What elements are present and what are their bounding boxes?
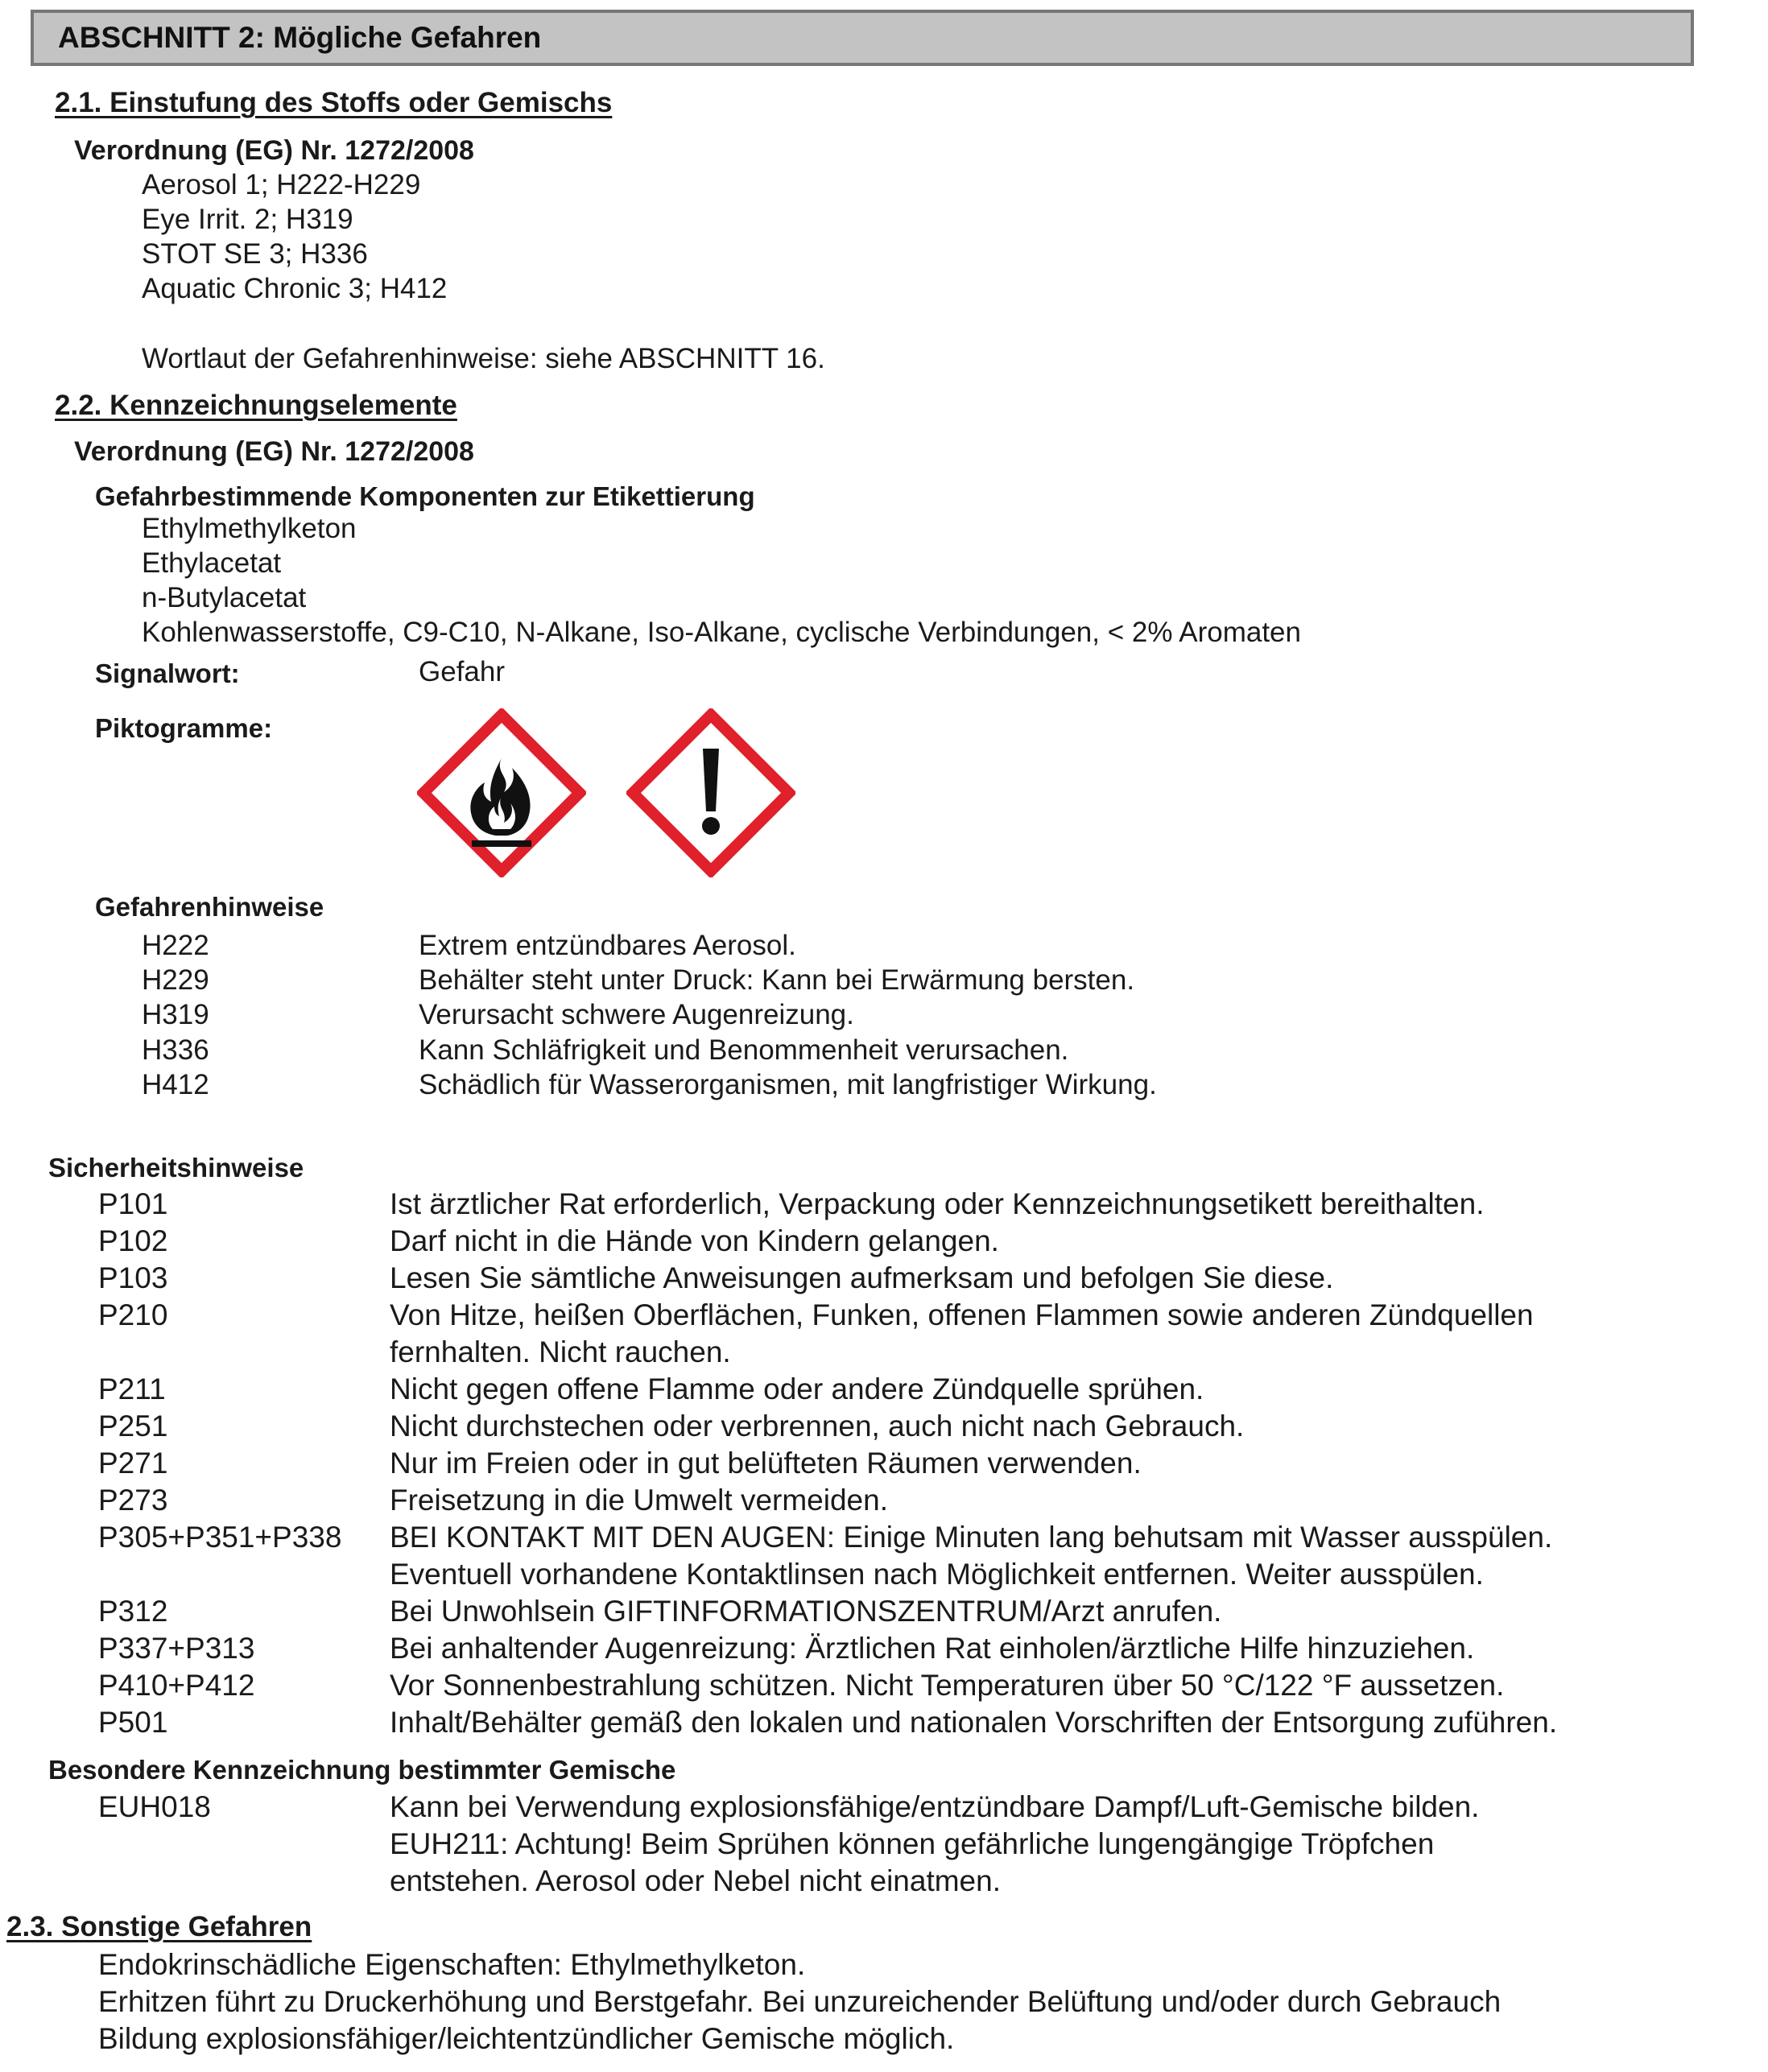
precaution-code: P210	[98, 1298, 168, 1331]
other-hazards-line: Bildung explosionsfähiger/leichtentzündlicher Gemische möglich.	[98, 2022, 955, 2055]
component-item: Kohlenwasserstoffe, C9-C10, N-Alkane, Iso-Alkane, cyclische Verbindungen, < 2% Aromaten	[142, 617, 1301, 648]
precaution-text: BEI KONTAKT MIT DEN AUGEN: Einige Minuten lang behutsam mit Wasser ausspülen.	[390, 1521, 1553, 1554]
classification-item: STOT SE 3; H336	[142, 238, 368, 270]
precaution-code: P251	[98, 1410, 168, 1443]
other-hazards-line: Endokrinschädliche Eigenschaften: Ethylmethylketon.	[98, 1948, 806, 1981]
precaution-code: P102	[98, 1224, 168, 1257]
flame-pictogram-icon	[417, 708, 586, 877]
components-heading: Gefahrbestimmende Komponenten zur Etikettierung	[95, 481, 755, 511]
regulation-label-2-1: Verordnung (EG) Nr. 1272/2008	[74, 135, 474, 166]
other-hazards-line: Erhitzen führt zu Druckerhöhung und Berstgefahr. Bei unzureichender Belüftung und/oder durch Gebrauch	[98, 1985, 1502, 2018]
hazard-text: Behälter steht unter Druck: Kann bei Erwärmung bersten.	[419, 964, 1135, 996]
precaution-text: Nur im Freien oder in gut belüfteten Räumen verwenden.	[390, 1447, 1142, 1480]
signal-word-label: Signalwort:	[95, 658, 240, 688]
special-text: EUH211: Achtung! Beim Sprühen können gefährliche lungengängige Tröpfchen	[390, 1827, 1435, 1860]
hazard-code: H222	[142, 930, 209, 961]
special-text: Kann bei Verwendung explosionsfähige/entzündbare Dampf/Luft-Gemische bilden.	[390, 1790, 1480, 1823]
precaution-text: Von Hitze, heißen Oberflächen, Funken, offenen Flammen sowie anderen Zündquellen	[390, 1298, 1534, 1331]
hazard-code: H229	[142, 964, 209, 996]
precaution-code: P211	[98, 1372, 166, 1405]
precaution-text: Vor Sonnenbestrahlung schützen. Nicht Temperaturen über 50 °C/122 °F aussetzen.	[390, 1669, 1505, 1702]
component-item: n-Butylacetat	[142, 582, 307, 613]
precaution-text: Nicht gegen offene Flamme oder andere Zündquelle sprühen.	[390, 1372, 1204, 1405]
regulation-label-2-2: Verordnung (EG) Nr. 1272/2008	[74, 436, 474, 467]
pictograms-label: Piktogramme:	[95, 713, 273, 743]
subsection-2-1-heading: 2.1. Einstufung des Stoffs oder Gemischs	[55, 87, 613, 118]
precaution-text: Bei Unwohlsein GIFTINFORMATIONSZENTRUM/Arzt anrufen.	[390, 1595, 1222, 1628]
section-header-bar	[31, 10, 1694, 66]
component-item: Ethylacetat	[142, 547, 282, 579]
section-title: ABSCHNITT 2: Mögliche Gefahren	[58, 21, 542, 54]
hazard-text-reference-note: Wortlaut der Gefahrenhinweise: siehe ABSCHNITT 16.	[142, 343, 825, 374]
subsection-2-2-heading: 2.2. Kennzeichnungselemente	[55, 390, 457, 421]
hazard-code: H319	[142, 999, 209, 1030]
hazard-code: H412	[142, 1069, 209, 1100]
hazard-code: H336	[142, 1034, 209, 1066]
hazard-text: Schädlich für Wasserorganismen, mit langfristiger Wirkung.	[419, 1069, 1157, 1100]
precaution-code: P312	[98, 1595, 168, 1628]
precaution-text: Inhalt/Behälter gemäß den lokalen und nationalen Vorschriften der Entsorgung zuführen.	[390, 1706, 1558, 1739]
precaution-text: Lesen Sie sämtliche Anweisungen aufmerksam und befolgen Sie diese.	[390, 1261, 1334, 1294]
classification-item: Eye Irrit. 2; H319	[142, 204, 353, 235]
hazard-statements-heading: Gefahrenhinweise	[95, 892, 324, 922]
precautionary-statements-heading: Sicherheitshinweise	[48, 1153, 304, 1183]
precaution-text-continuation: fernhalten. Nicht rauchen.	[390, 1335, 731, 1368]
classification-item: Aquatic Chronic 3; H412	[142, 273, 448, 304]
precaution-code: P305+P351+P338	[98, 1521, 342, 1554]
subsection-2-3-heading: 2.3. Sonstige Gefahren	[6, 1911, 312, 1942]
precaution-text: Ist ärztlicher Rat erforderlich, Verpackung oder Kennzeichnungsetikett bereithalten.	[390, 1187, 1485, 1220]
precaution-text: Freisetzung in die Umwelt vermeiden.	[390, 1484, 888, 1517]
component-item: Ethylmethylketon	[142, 513, 357, 544]
hazard-text: Kann Schläfrigkeit und Benommenheit verursachen.	[419, 1034, 1069, 1066]
precaution-text-continuation: Eventuell vorhandene Kontaktlinsen nach Möglichkeit entfernen. Weiter ausspülen.	[390, 1558, 1484, 1591]
precaution-text: Darf nicht in die Hände von Kindern gelangen.	[390, 1224, 999, 1257]
precaution-code: P501	[98, 1706, 168, 1739]
hazard-text: Verursacht schwere Augenreizung.	[419, 999, 854, 1030]
signal-word-value: Gefahr	[419, 656, 505, 687]
precaution-code: P271	[98, 1447, 168, 1480]
precaution-text: Bei anhaltender Augenreizung: Ärztlichen Rat einholen/ärztliche Hilfe hinzuziehen.	[390, 1632, 1475, 1665]
precaution-text: Nicht durchstechen oder verbrennen, auch nicht nach Gebrauch.	[390, 1410, 1245, 1443]
precaution-code: P101	[98, 1187, 168, 1220]
hazard-text: Extrem entzündbares Aerosol.	[419, 930, 796, 961]
classification-item: Aerosol 1; H222-H229	[142, 169, 421, 200]
precaution-code: P410+P412	[98, 1669, 255, 1702]
precaution-code: P273	[98, 1484, 168, 1517]
special-code: EUH018	[98, 1790, 211, 1823]
special-text: entstehen. Aerosol oder Nebel nicht einatmen.	[390, 1864, 1001, 1897]
special-labelling-heading: Besondere Kennzeichnung bestimmter Gemische	[48, 1755, 676, 1785]
exclamation-pictogram-icon	[626, 708, 795, 877]
precaution-code: P103	[98, 1261, 168, 1294]
precaution-code: P337+P313	[98, 1632, 255, 1665]
